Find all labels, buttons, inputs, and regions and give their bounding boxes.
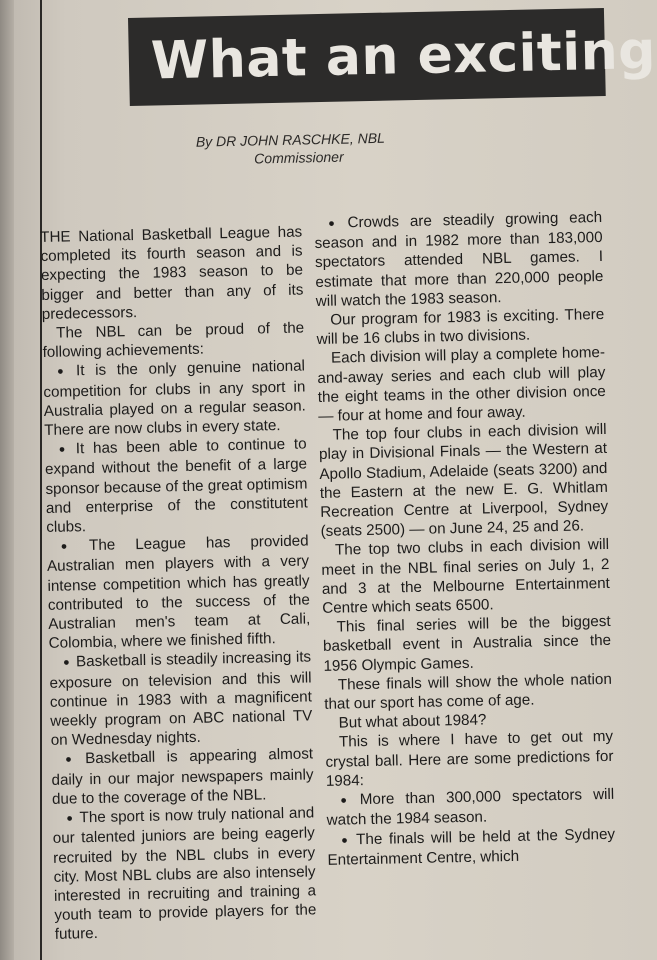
column-rule [40, 0, 42, 960]
byline-title: Commissioner [254, 148, 344, 167]
byline [196, 127, 457, 168]
paragraph: These finals will show the whole nation that our sport has come of age. [324, 670, 612, 713]
bullet-paragraph: ● Basketball is steadily increasing its exposure on television and this will continue in 1983 with a magnificent weekly program on ABC national TV on Wednesday nights. [49, 648, 313, 750]
left-column [40, 223, 317, 945]
paragraph: But what about 1984? [338, 711, 487, 732]
headline-banner [128, 8, 657, 106]
paragraph: This is where I have to get out my crystal ball. Here are some predictions for 1984: [325, 728, 614, 790]
paragraph: Each division will play a complete home-and-away series and each club will play the eight teams in the other division once — four at home and four away. [317, 344, 606, 425]
right-column [314, 208, 616, 870]
bullet-paragraph: ● The sport is now truly national and our talented juniors are being eagerly recruited by the NBL clubs in every city. Most NBL clubs are also intensely interested in recruiting and training a youth team to provide players for the future. [52, 803, 317, 944]
bullet-paragraph: ● It is the only genuine national competition for clubs in any sport in Australia played on a regular season. There are now clubs in every state. [43, 357, 307, 440]
paragraph: THE National Basketball League has completed its fourth season and is expecting the 1983 season to be bigger and better than any of its predecessors. [40, 223, 304, 323]
headline: What an exciting [150, 20, 657, 92]
page-edge-shadow [0, 0, 14, 960]
bullet-paragraph: ● More than 300,000 spectators will watch the 1984 season. [326, 785, 615, 830]
paragraph: The top four clubs in each division will play in Divisional Finals — the Western at Apollo Stadium, Adelaide (seats 3200) and the Eastern at the new E. G. Whitlam Recreation Centre at Liverpool, Sydney (seats 2500) — on June 24, 25 and 26. [318, 421, 609, 541]
paragraph: The NBL can be proud of the following achievements: [42, 319, 305, 362]
bullet-paragraph: ● Basketball is appearing almost daily in our major newspapers mainly due to the coverage of the NBL. [51, 745, 314, 809]
paragraph: Our program for 1983 is exciting. There will be 16 clubs in two divisions. [316, 305, 605, 349]
bullet-paragraph: ● It has been able to continue to expand without the benefit of a large sponsor because of the great optimism and enterprise of the constitutent clubs. [44, 435, 308, 537]
paragraph: This final series will be the biggest basketball event in Australia since the 1956 Olympic Games. [322, 613, 612, 675]
bullet-paragraph: ● Crowds are steadily growing each season and in 1982 more than 183,000 spectators attended NBL games. I estimate that more than 220,000 people will watch the 1983 season. [314, 208, 604, 311]
bullet-paragraph: ● The finals will be held at the Sydney Entertainment Centre, which [327, 824, 616, 869]
paragraph: The top two clubs in each division will meet in the NBL final series on July 1, 2 and 3 at the Melbourne Entertainment Centre which seats 6500. [321, 536, 610, 617]
byline-author: By DR JOHN RASCHKE, NBL [195, 129, 386, 150]
bullet-paragraph: ● The League has provided Australian men players with a very intense competition which has greatly contributed to the success of the Australian men's team at Cali, Colombia, where we finished fifth. [46, 532, 310, 654]
